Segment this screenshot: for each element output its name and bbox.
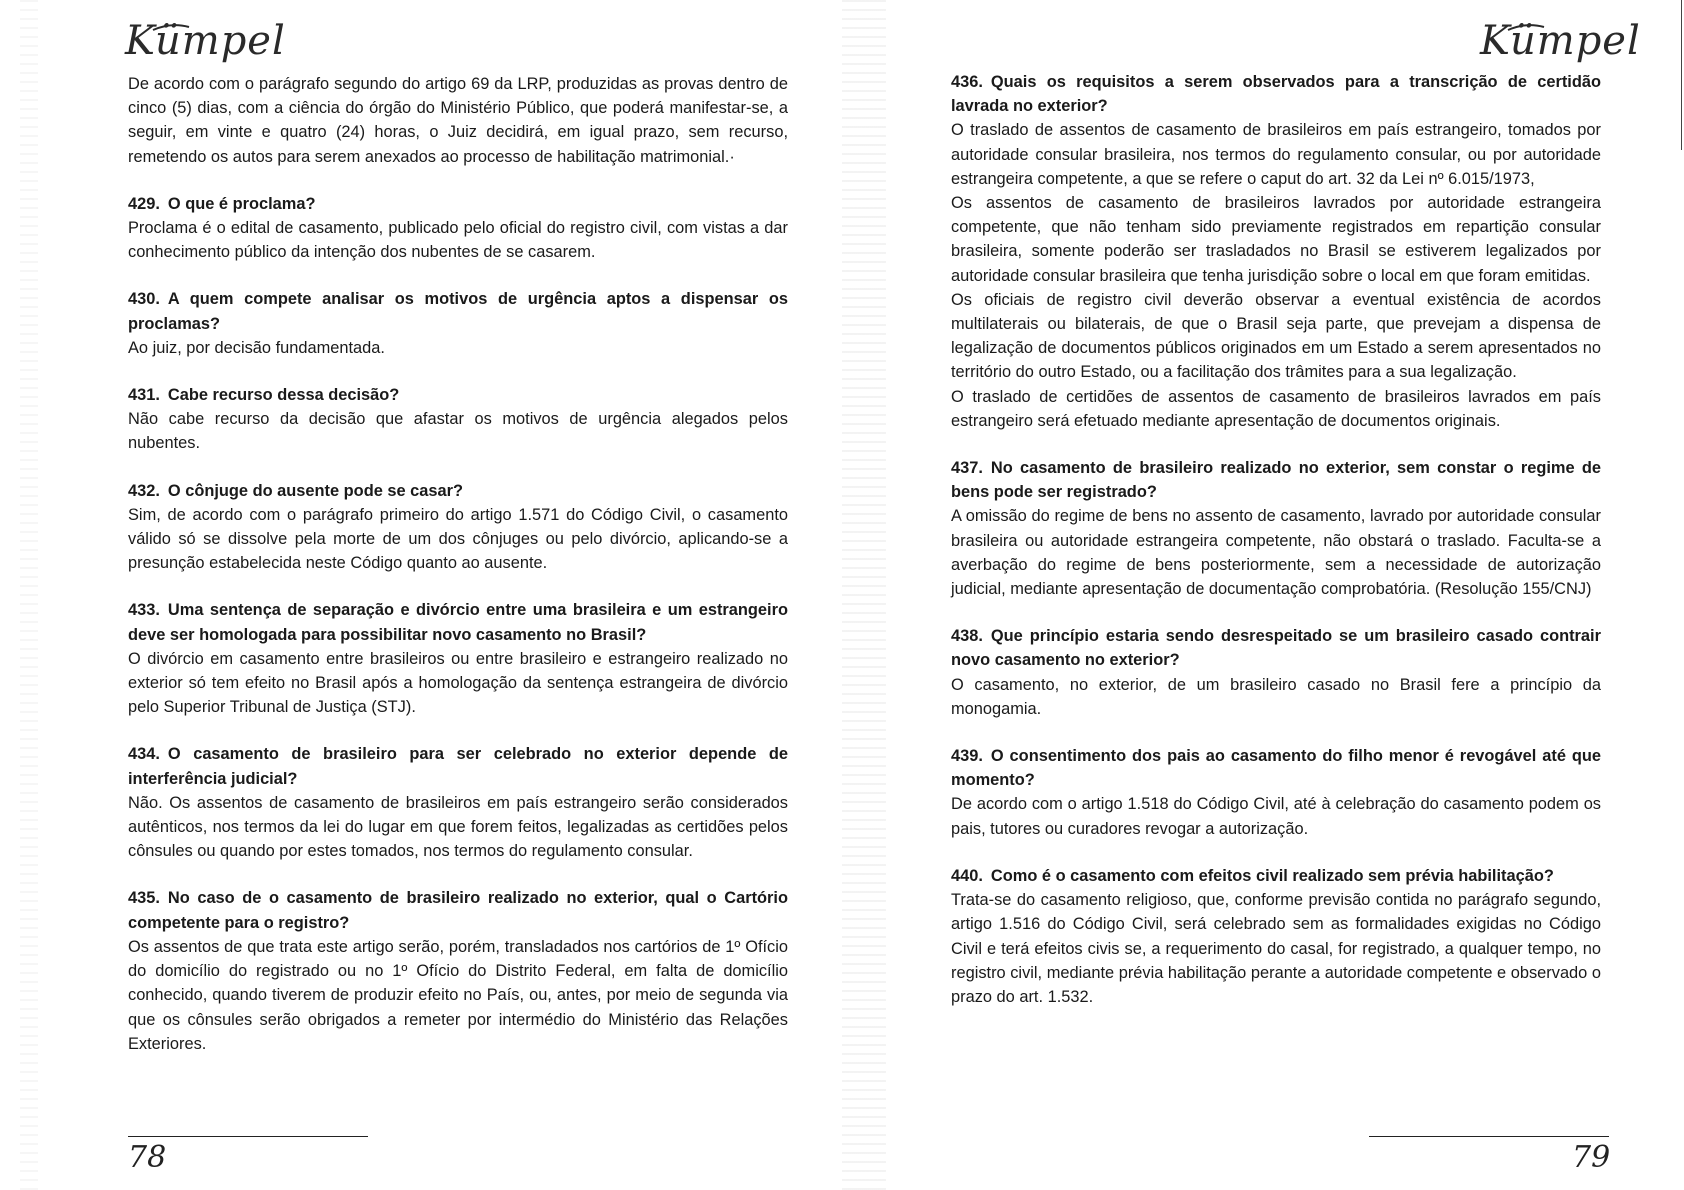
question-number: 438. [951,627,983,646]
question-text: No casamento de brasileiro realizado no exterior, sem constar o regime de bens pode ser registrado? [951,459,1601,502]
answer: Sim, de acordo com o parágrafo primeiro do artigo 1.571 do Código Civil, o casamento válido só se dissolve pela morte de um dos cônjuges ou pelo divórcio, aplicando-se a presunção estabelecida neste Código quanto ao ausente. [128,505,788,573]
qa-item-437 [951,456,1601,601]
answer: Não. Os assentos de casamento de brasileiros em país estrangeiro serão considerados autênticos, nos termos da lei do lugar em que forem feitos, legalizadas as certidões pelos cônsules ou quando por estes tomados, nos termos do regulamento consular. [128,793,788,861]
question-number: 437. [951,459,983,478]
footer-rule [128,1136,368,1137]
question-text: O consentimento dos pais ao casamento do filho menor é revogável até que momento? [951,747,1601,790]
question [128,383,788,407]
answer: Ao juiz, por decisão fundamentada. [128,338,385,357]
answer-paragraph: O traslado de certidões de assentos de casamento de brasileiros lavrados em país estrangeiro será efetuado mediante apresentação de documentos originais. [951,387,1601,430]
kumpel-logo [1480,18,1641,64]
question-number: 435. [128,889,160,908]
question-text: Uma sentença de separação e divórcio entre uma brasileira e um estrangeiro deve ser homologada para possibilitar novo casamento no Brasil? [128,601,788,644]
qa-item-430 [128,287,788,360]
answer: Não cabe recurso da decisão que afastar os motivos de urgência alegados pelos nubentes. [128,410,788,453]
question-text: A quem compete analisar os motivos de urgência aptos a dispensar os proclamas? [128,290,788,333]
question-number: 439. [951,747,983,766]
question-text: O que é proclama? [167,194,316,213]
question-number: 434. [128,745,160,764]
question-text: O casamento de brasileiro para ser celebrado no exterior depende de interferência judicial? [128,745,788,788]
page-79 [842,0,1684,1190]
question [128,192,788,216]
question-text: Que princípio estaria sendo desrespeitado se um brasileiro casado contrair novo casamento no exterior? [951,627,1601,670]
logo-swash-icon [151,22,191,32]
question-text: Cabe recurso dessa decisão? [167,386,400,405]
qa-item-434 [128,742,788,863]
question [951,624,1601,672]
question-number: 431. [128,386,160,405]
answer-paragraph: Trata-se do casamento religioso, que, conforme previsão contida no parágrafo segundo, artigo 1.516 do Código Civil, será celebrado sem as formalidades exigidas no Código Civil e terá efeitos civis se, a requerimento do casal, for registrado, a qualquer tempo, no registro civil, mediante prévia habilitação perante a autoridade competente e observado o prazo do art. 1.532. [951,891,1601,1006]
qa-item-435 [128,886,788,1055]
question [128,287,788,335]
qa-item-440 [951,864,1601,1009]
answer-paragraph: O casamento, no exterior, de um brasileiro casado no Brasil fere a princípio da monogamia. [951,675,1601,718]
qa-item-432 [128,479,788,576]
logo-text: Kümpel [1480,18,1641,64]
qa-item-438 [951,624,1601,721]
logo-swash-icon [1506,22,1546,32]
page-number: 79 [1572,1140,1611,1175]
answer: Os assentos de que trata este artigo serão, porém, transladados nos cartórios de 1º Ofício do domicílio do registrado ou no 1º Ofício do Distrito Federal, em falta de domicílio conhecido, quando tiverem de produzir efeito no País, ou, antes, por meio de segunda via que os cônsules serão obrigados a remeter por intermédio do Ministério das Relações Exteriores. [128,937,788,1053]
answer-paragraph: De acordo com o artigo 1.518 do Código Civil, até à celebração do casamento podem os pais, tutores ou curadores revogar a autorização. [951,795,1601,838]
question-text: Como é o casamento com efeitos civil realizado sem prévia habilitação? [990,866,1554,885]
answer-paragraph: A omissão do regime de bens no assento de casamento, lavrado por autoridade consular brasileira ou autoridade estrangeira competente, não obstará o traslado. Faculta-se a averbação do regime de bens posteriormente, sem a necessidade de autorização judicial, mediante apresentação de documentação comprobatória. (Resolução 155/CNJ) [951,507,1601,599]
question [951,70,1601,118]
question [951,864,1601,888]
question-number: 430. [128,290,160,309]
footer-rule [1369,1136,1609,1137]
right-text-column [951,70,1601,1032]
question [128,479,788,503]
qa-item-429 [128,192,788,265]
qa-item-436 [951,70,1601,433]
answer-paragraph: O traslado de assentos de casamento de brasileiros em país estrangeiro, tomados por autoridade consular brasileira, nos termos do regulamento consular, ou por autoridade estrangeira competente, a que se refere o caput do art. 32 da Lei nº 6.015/1973, [951,121,1601,188]
qa-item-439 [951,744,1601,841]
page-number: 78 [128,1140,167,1175]
question [128,886,788,934]
question [951,456,1601,504]
question [951,744,1601,792]
question-text: Quais os requisitos a serem observados para a transcrição de certidão lavrada no exterior? [951,73,1601,116]
question-number: 436. [951,73,983,91]
question-text: O cônjuge do ausente pode se casar? [167,481,464,500]
kumpel-logo [125,18,286,64]
qa-item-431 [128,383,788,456]
answer-paragraph: Os oficiais de registro civil deverão observar a eventual existência de acordos multilaterais ou bilaterais, de que o Brasil seja parte, que prevejam a dispensa de legalização de documentos públicos originados em um Estado a serem apresentados no território do outro Estado, ou a facilitação dos trâmites para a sua legalização. [951,290,1601,382]
intro-paragraph: De acordo com o parágrafo segundo do artigo 69 da LRP, produzidas as provas dentro de cinco (5) dias, com a ciência do órgão do Ministério Público, que poderá manifestar-se, a seguir, em vinte e quatro (24) horas, o Juiz decidirá, em igual prazo, sem recurso, remetendo os autos para serem anexados ao processo de habilitação matrimonial.· [128,75,788,166]
qa-item-433 [128,598,788,719]
question [128,742,788,790]
question-text: No caso de o casamento de brasileiro realizado no exterior, qual o Cartório competente para o registro? [128,889,788,932]
question [128,598,788,646]
question-number: 429. [128,194,160,213]
left-text-column [128,72,788,1079]
answer-paragraph: Os assentos de casamento de brasileiros lavrados por autoridade estrangeira competente, que não tenham sido previamente registrados em repartição consular brasileira, somente poderão ser trasladados no Brasil se estiverem legalizados por autoridade consular brasileira que tenha jurisdição sobre o local em que foram emitidas. [951,194,1601,285]
answer: Proclama é o edital de casamento, publicado pelo oficial do registro civil, com vistas a dar conhecimento público da intenção dos nubentes de se casarem. [128,219,788,262]
question-number: 440. [951,866,983,885]
question-number: 432. [128,481,160,500]
answer: O divórcio em casamento entre brasileiros ou entre brasileiro e estrangeiro realizado no exterior só tem efeito no Brasil após a homologação da sentença estrangeira de divórcio pelo Superior Tribunal de Justiça (STJ). [128,649,788,717]
question-number: 433. [128,601,160,620]
logo-text: Kümpel [125,18,286,64]
